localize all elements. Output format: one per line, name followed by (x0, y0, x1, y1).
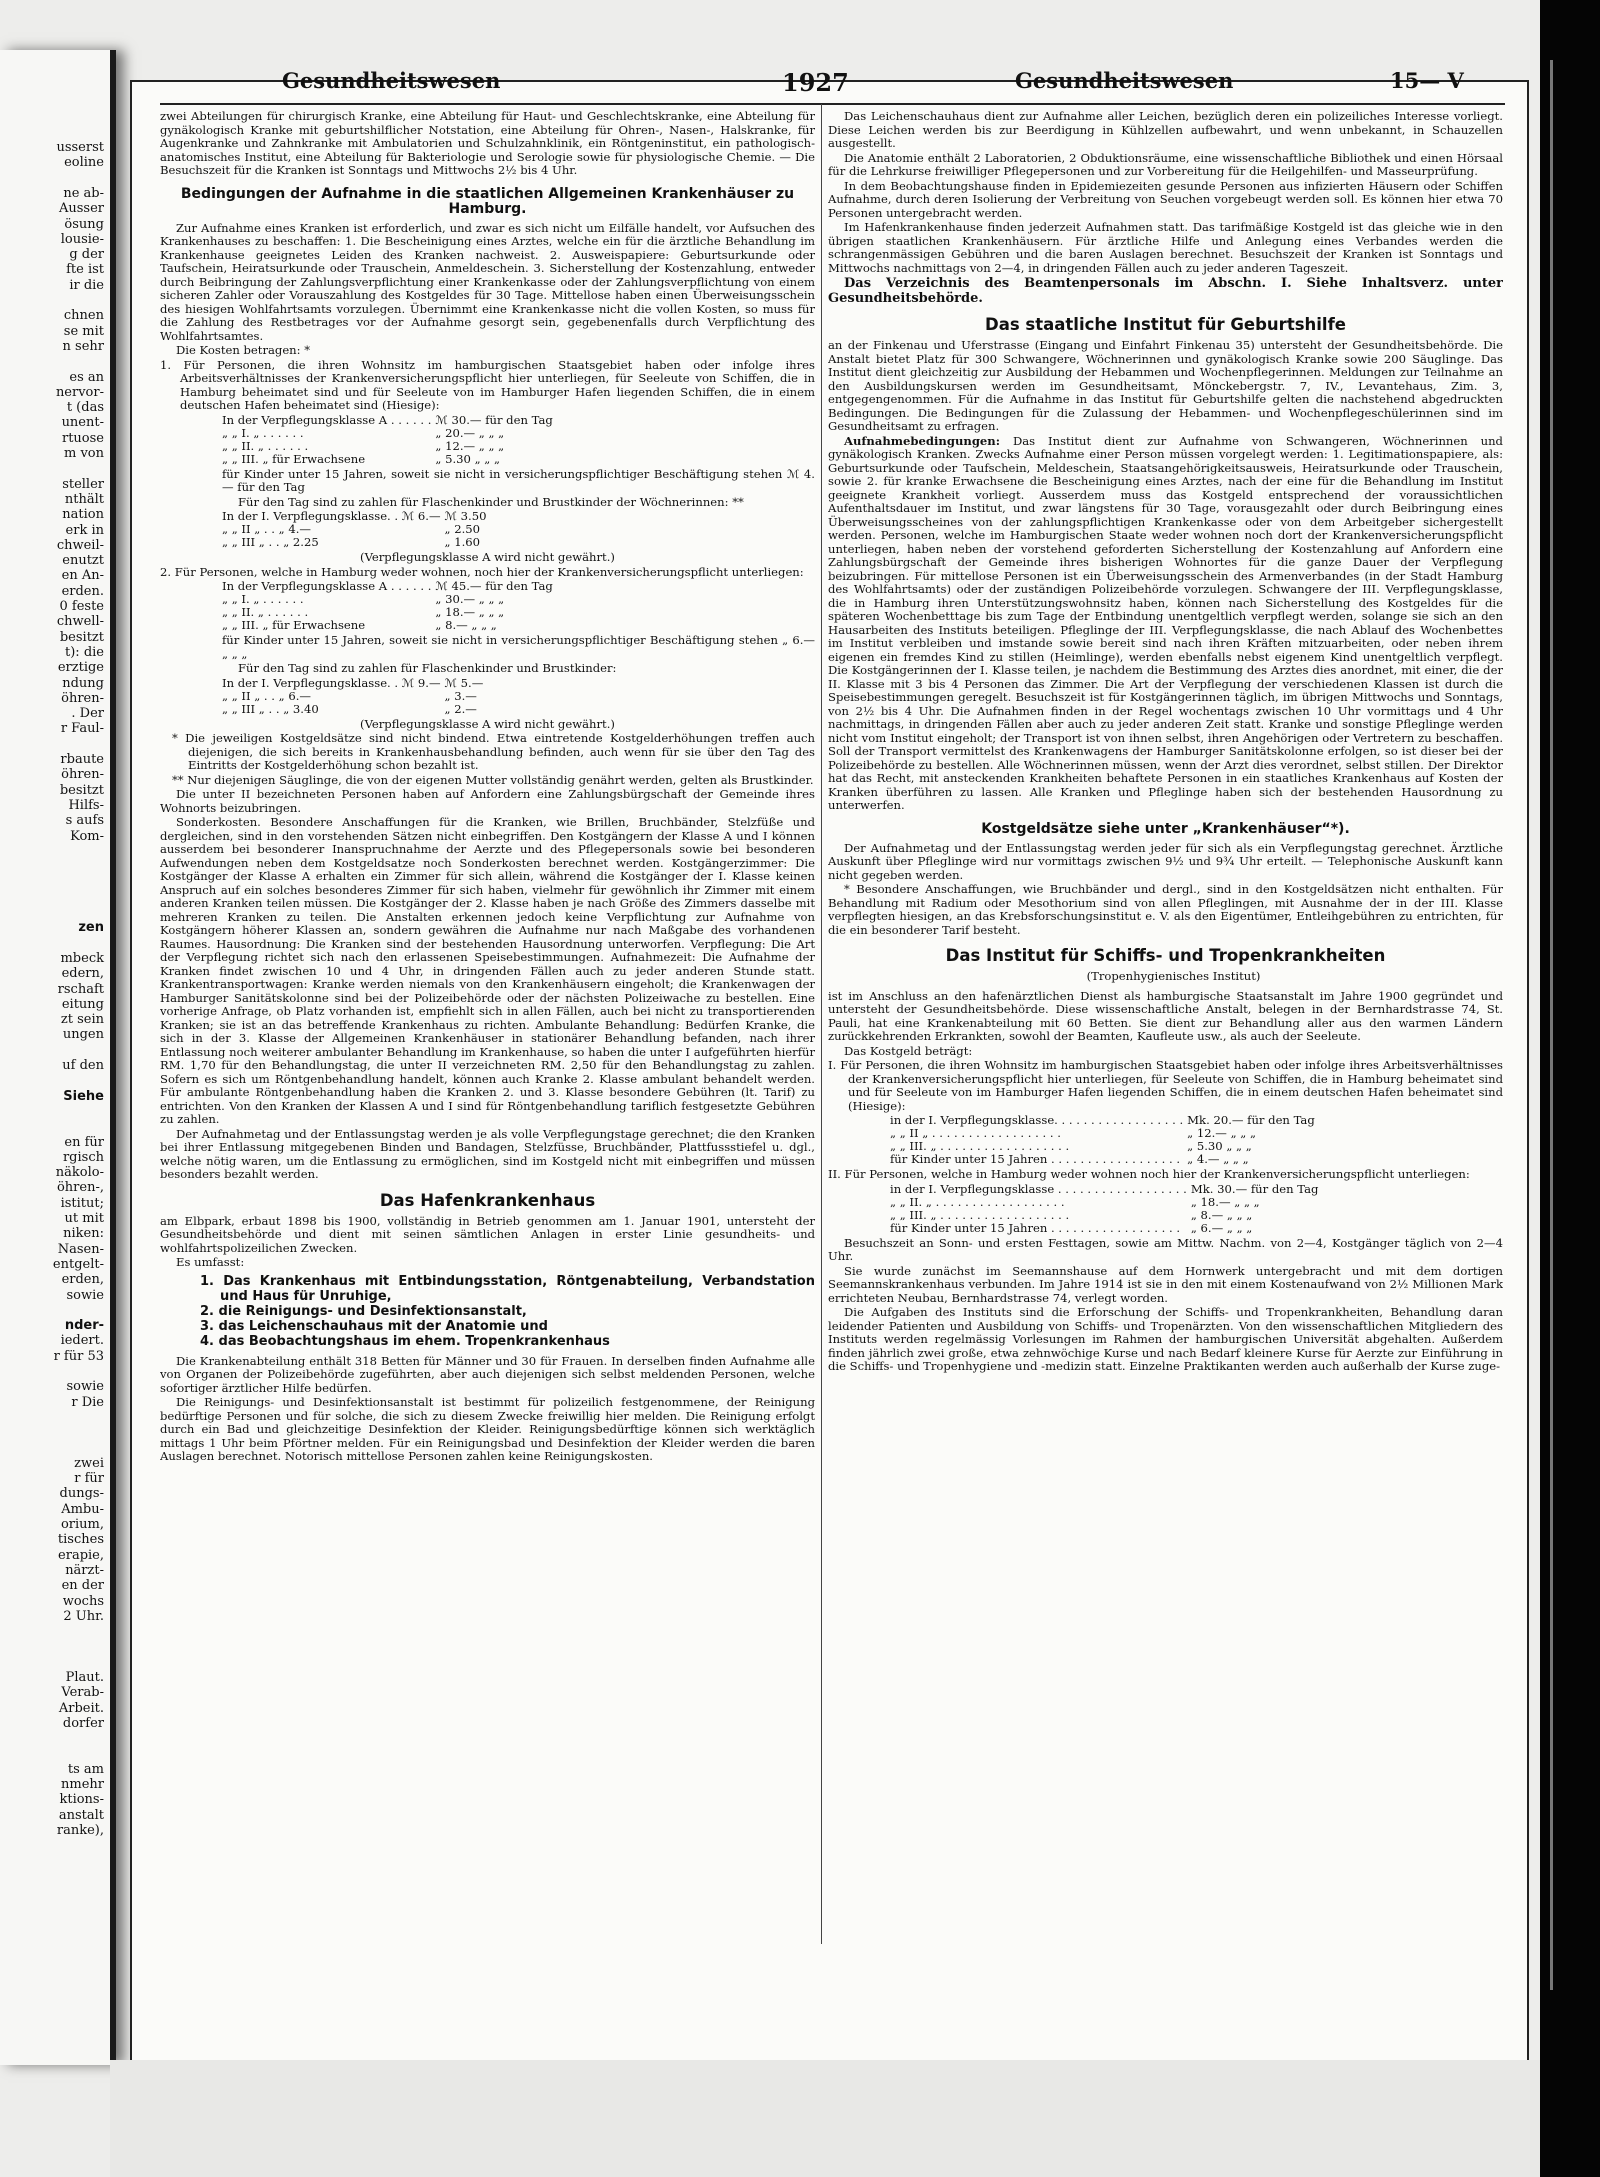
strip-fragment: ösung (64, 216, 104, 232)
strip-fragment: ndung (62, 675, 104, 691)
strip-fragment: zwei (74, 1455, 104, 1471)
strip-fragment: wochs (62, 1593, 104, 1609)
strip-fragment: se mit (63, 323, 104, 339)
strip-fragment: unent- (61, 415, 104, 431)
klasse-a-note-2: (Verpflegungsklasse A wird nicht gewährt.) (360, 716, 615, 731)
strip-fragment: erden, (61, 1272, 104, 1288)
strip-fragment: es an (69, 369, 104, 385)
strip-fragment: ktions- (59, 1792, 104, 1808)
strip-fragment: rgisch (62, 1149, 104, 1165)
rate-item-I: I. Für Personen, die ihren Wohnsitz im hamburgischen Staatsgebiet haben oder infolge ihres Arbeitsverhältnisses der Krankenversicherungspflicht hier unterliegen, für Seeleute von Schiffen, die in Hamburg beheimatet sind und für Seeleute von im Hamburger Hafen liegenden Schiffen, die in einem deutschen Hafen beheimatet sind (Hiesige): (828, 1058, 1503, 1113)
rate-class-cell: „ „ I. „ . . . . . . (222, 592, 304, 606)
rate-class-cell: „ „ III. „ . . . . . . . . . . . . . . . . . . (890, 1139, 1070, 1153)
strip-fragment: s aufs (65, 813, 104, 829)
margin-rule (1550, 60, 1553, 1990)
strip-fragment: zt sein (60, 1012, 104, 1028)
strip-fragment: zen (78, 920, 104, 936)
paragraph-beobachtungshaus: In dem Beobachtungshause finden in Epidemiezeiten gesunde Personen aus infizierten Häusern oder Schiffen Aufnahme, durch deren Isolierung der Verbreitung von Seuchen vorgebeugt werden soll. Es können hier etwa 70 Personen untergebracht werden. (828, 178, 1503, 220)
aufnahmebedingungen-text: Das Institut dient zur Aufnahme von Schwangeren, Wöchnerinnen und gynäkologisch Kranken. Zwecks Aufnahme einer Person müssen vorgelegt werden: 1. Legitimationspapiere, als: Geburtsurkunde oder Taufschein, Meldeschein, Staatsangehörigkeitsausweis, Heiratsurkunde oder Trauschein, sowie 2. für kranke Erwachsene die Bescheinigung eines Arztes, nach der eine für die Behandlung im Institut geeignete Krankheit vorliegt. Ausserdem muss das Kostgeld entsprechend der voraussichtlichen Aufenthaltsdauer im Institut, und zwar längstens für 30 Tage, vorausgezahlt oder durch Beibringung eines Überweisungsscheines von der zahlungspflichtigen Krankenkasse oder von dem Arbeitgeber sichergestellt werden. Personen, welche im Hamburgischen Staate weder wohnen noch dort der Krankenversicherungspflicht unterliegen, haben neben der vorstehend geforderten Sicherstellung der Kostenzahlung auf Anfordern eine Zahlungsbürgschaft der Gemeinde ihres bisherigen Wohnortes für die ganze Dauer der Verpflegung beizubringen. Für mittellose Personen ist ein Überweisungsschein des Armenverbandes (in der Stadt Hamburg des Wohlfahrtsamts) oder der zuständigen Polizeibehörde vorzulegen. Schwangere der III. Verpflegungsklasse, die in Hamburg ihren Unterstützungswohnsitz haben, können nach Sicherstellung des Kostgeldes für die späteren Wochenbetttage bis zum Tage der Entbindung unentgeltlich verpflegt werden, solange sie sich an den Hausarbeiten des Instituts beteiligen. Pfleglinge der III. Verpflegungsklasse, die nach Ablauf des Wochenbettes im Institut verbleiben und imstande sowie bereit sind nach ihren Kräften mitzuarbeiten, oder neben ihrem eigenen ein fremdes Kind zu stillen (Heimlinge), werden ebenfalls nebst eigenem Kind unentgeltlich verpflegt. Die Kostgängerinnen der I. Klasse teilen, je nachdem die Bestimmung des Arztes dies anordnet, mit einer, die der II. Klasse mit 3 bis 4 Personen das Zimmer. Die Art der Verpflegung der verschiedenen Klassen ist durch die Speisebestimmungen geregelt. Besuchszeit ist für Kostgängerinnen täglich, im übrigen Mittwochs und Sonntags, von 2½ bis 4 Uhr. Die Aufnahmen finden in der Regel wochentags zwischen 10 Uhr vormittags und 4 Uhr nachmittags, in dringenden Fällen aber auch zu jeder anderen Zeit statt. Kranke und sonstige Pfleglinge werden nicht vom Institut eingeholt; der Transport ist von ihnen selbst, ihren Angehörigen oder Vertretern zu beschaffen. Soll der Transport vermittelst des Krankenwagens der Hamburger Sanitätskolonne erfolgen, so ist dieser bei der Polizeibehörde zu bestellen. Alle Wöchnerinnen müssen, wenn der Arzt dies verordnet, selbst stillen. Der Direktor hat das Recht, mit ansteckenden Krankheiten behaftete Personen in ein staatliches Krankenhaus auf Kosten der Kranken überführen zu lassen. Alle Kranken und Pfleglinge haben sich der bestehenden Hausordnung zu unterwerfen. (828, 433, 1503, 812)
rate-amount-cell: „ 8.— „ „ „ (435, 618, 497, 632)
strip-fragment: öhren- (61, 690, 104, 706)
strip-fragment: Nasen- (57, 1241, 104, 1257)
paragraph-tropen: ist im Anschluss an den hafenärztlichen Dienst als hamburgische Staatsanstalt im Jahre 1900 gegründet und untersteht der Gesundheitsbehörde. Diese wissenschaftliche Anstalt, belegen in der Bernhardstrasse 74, St. Pauli, hat eine Krankenabteilung mit 60 Betten. Sie dient zur Behandlung aller aus den warmen Ländern zurückkehrenden Erkrankten, sowohl der Beamten, Kaufleute usw., als auch der Seeleute. (828, 988, 1503, 1043)
running-head-year: 1927 (782, 68, 849, 97)
rate-class-cell: In der Verpflegungsklasse A . . . . . . (222, 579, 432, 593)
rate-amount-cell: ℳ 3.50 (444, 509, 487, 523)
strip-fragment: öhren-, (56, 1180, 104, 1196)
strip-fragment: Kom- (70, 828, 104, 844)
strip-fragment: r Faul- (60, 721, 104, 737)
strip-fragment: ne ab- (63, 185, 104, 201)
rate-row (890, 1222, 1322, 1235)
strip-fragment: ts am (67, 1761, 104, 1777)
strip-fragment: rschaft (57, 981, 104, 997)
strip-fragment: iedert. (60, 1333, 104, 1349)
strip-fragment: chweil- (56, 537, 104, 553)
strip-fragment: t (das (66, 400, 104, 416)
paragraph-anatomie: Die Anatomie enthält 2 Laboratorien, 2 Obduktionsräume, eine wissenschaftliche Bibliothek und einen Hörsaal für die Lehrkurse freiwilliger Pflegepersonen und zur Vorbereitung für die Heilgehilfen- und Masseurprüfung. (828, 150, 1503, 178)
rate-class-cell: „ „ III „ . . „ 2.25 (222, 535, 319, 549)
rate-row (222, 690, 487, 703)
rate-class-cell: „ „ II „ . . . . . . . . . . . . . . . . . . (890, 1126, 1061, 1140)
paragraph-aufgaben: Die Aufgaben des Instituts sind die Erforschung der Schiffs- und Tropenkrankheiten, Behandlung daran leidender Patienten und Ausbildung von Schiffs- und Tropenärzten. Von den wissenschaftlichen Mitgliedern des Instituts werden regelmässig Vorlesungen im Rahmen der hamburgischen Universität abgehalten. Außerdem finden jährlich zwei große, etwa zehnwöchige Kurse und nach Bedarf kleinere Kurse für Aerzte zur Einführung in die Schiffs- und Tropenhygiene und -medizin statt. Einzelne Praktikanten werden auch außerhalb der Kurse zuge- (828, 1305, 1503, 1373)
strip-fragment: Ausser (58, 201, 104, 217)
strip-fragment: Plaut. (65, 1670, 104, 1685)
strip-fragment: Verab- (61, 1685, 104, 1701)
subheading-tropen: (Tropenhygienisches Institut) (1086, 969, 1261, 983)
list-item: 4. das Beobachtungshaus im ehem. Tropenkrankenhaus (200, 1333, 610, 1349)
rate-amount-cell: „ 5.30 „ „ „ (1187, 1139, 1252, 1153)
rate-amount-cell: „ 12.— „ „ „ (1187, 1126, 1256, 1140)
column-divider (821, 104, 822, 1944)
kosten-label: Die Kosten betragen: * (176, 343, 311, 357)
paragraph-besuchszeit: Besuchszeit an Sonn- und ersten Festtagen, sowie am Mittw. Nachm. von 2—4, Kostgänger täglich von 2—4 Uhr. (828, 1235, 1503, 1263)
strip-fragment: öhren- (61, 767, 104, 783)
rate-amount-cell: „ 12.— „ „ „ (435, 438, 505, 453)
strip-fragment: sowie (66, 1287, 104, 1303)
strip-fragment: anstalt (58, 1807, 104, 1823)
strip-fragment: g der (69, 247, 104, 263)
dark-margin (1540, 0, 1600, 2177)
strip-fragment: lousie- (60, 231, 104, 247)
adjacent-page-strip (0, 50, 116, 2065)
paragraph-hafen: am Elbpark, erbaut 1898 bis 1900, vollständig in Betrieb genommen am 1. Januar 1901, untersteht der Gesundheitsbehörde und dient mit seinen sämtlichen Anlagen in erster Linie gesundheits- und wohlfahrtspolizeilichen Zwecken. (160, 1213, 815, 1255)
running-head-left: Gesundheitswesen (282, 68, 501, 93)
strip-fragment: rtuose (61, 430, 104, 446)
heading-tropenkrankheiten: Das Institut für Schiffs- und Tropenkrankheiten (945, 946, 1386, 965)
rate-row (890, 1209, 1322, 1222)
paragraph-leichenschauhaus: Das Leichenschauhaus dient zur Aufnahme aller Leichen, bezüglich deren ein polizeiliches Interesse vorliegt. Diese Leichen werden bis zur Beerdigung in Kühlzellen aufbewahrt, und wenn unbekannt, in Schauzellen ausgestellt. (828, 110, 1503, 150)
rate-class-cell: „ „ II. „ . . . . . . (222, 438, 309, 453)
aufnahmebedingungen-label: Aufnahmebedingungen: (844, 433, 1001, 448)
paragraph-bezeichneten: Die unter II bezeichneten Personen haben auf Anfordern eine Zahlungsbürgschaft der Gemeinde ihres Wohnorts beizubringen. (160, 787, 815, 815)
strip-fragment: ut mit (64, 1211, 104, 1226)
rate-class-cell: für Kinder unter 15 Jahren . . . . . . . . . . . . . . . . . . (890, 1152, 1181, 1166)
list-item: 1. Das Krankenhaus mit Entbindungsstation, Röntgenabteilung, Verbandstation und Haus für Unruhige, (200, 1273, 815, 1304)
rate-class-cell: für Kinder unter 15 Jahren . . . . . . . . . . . . . . . . . . (890, 1220, 1181, 1235)
strip-fragment: 2 Uhr. (63, 1608, 104, 1624)
rate-table-I (890, 1114, 1319, 1166)
rate-class-cell: „ „ II. „ . . . . . . (222, 605, 309, 619)
strip-fragment: nder- (64, 1318, 104, 1334)
paragraph-aufnahmetag-2: Der Aufnahmetag und der Entlassungstag werden jeder für sich als ein Verpflegungstag gerechnet. Ärztliche Auskunft über Pfleglinge wird nur vormittags zwischen 9½ und 9¾ Uhr erteilt. — Telephonische Auskunft kann nicht gegeben werden. (828, 840, 1503, 882)
paragraph-geburtshilfe: an der Finkenau und Uferstrasse (Eingang und Einfahrt Finkenau 35) untersteht der Gesundheitsbehörde. Die Anstalt bietet Platz für 300 Schwangere, Wöchnerinnen und gynäkologisch Kranke sowie 200 Säuglinge. Das Institut dient gleichzeitig zur Ausbildung der Hebammen und Wochenpflegerinnen. Meldungen zur Teilnahme an den Ausbildungskursen werden im Gesundheitsamt, Mönckebergstr. 7, IV., Levantehaus, Zim. 3, entgegengenommen. Für die Aufnahme in das Institut für Geburtshilfe gelten die nachstehend abgedruckten Bedingungen. Die Bedingungen für die Zulassung der Hebammen- und Wochenpflegeschülerinnen sind im Gesundheitsamt zu erfragen. (828, 338, 1503, 433)
rate-row (890, 1196, 1322, 1209)
strip-fragment: rbaute (60, 752, 104, 767)
strip-fragment: entgelt- (52, 1256, 104, 1272)
rate-amount-cell: „ 3.— (444, 688, 477, 703)
strip-fragment: . Der (71, 706, 104, 722)
strip-fragment: enutzt (62, 553, 104, 569)
bottom-margin (110, 2060, 1540, 2177)
rate-class-cell: In der I. Verpflegungsklasse. . ℳ 6.— (222, 509, 441, 523)
strip-fragment: sowie (66, 1379, 104, 1395)
strip-fragment: Hilfs- (68, 797, 104, 813)
rate-amount-cell: „ 18.— „ „ „ (435, 605, 505, 619)
rate-class-cell: in der I. Verpflegungsklasse . . . . . . . . . . . . . . . . . . (890, 1181, 1187, 1196)
strip-fragment: steller (62, 476, 104, 492)
rate-amount-cell: „ 20.— „ „ „ (435, 425, 505, 440)
strip-fragment: dorfer (62, 1715, 104, 1731)
rate-class-cell: In der Verpflegungsklasse A . . . . . . (222, 412, 432, 427)
strip-fragment: dungs- (59, 1486, 104, 1502)
rate-amount-cell: ℳ 30.— für den Tag (435, 412, 553, 427)
rate-table-2 (222, 580, 557, 632)
rate-amount-cell: „ 2.50 (444, 522, 481, 536)
paragraph-besondere: * Besondere Anschaffungen, wie Bruchbänder und dergl., sind in den Kostgeldsätzen nicht enthalten. Für Behandlung mit Radium oder Mesothorium sind von allen Pfleglingen, mit Ausnahme der in der III. Klasse verpflegten hiesigen, an das Krebsforschungsinstitut e. V. als den Eigentümer, Entleihgebühren zu entrichten, für die ein besonderer Tarif besteht. (828, 882, 1503, 937)
strip-fragment: niken: (63, 1226, 104, 1242)
verzeichnis-note: Das Verzeichnis des Beamtenpersonals im Abschn. I. Siehe Inhaltsverz. unter Gesundheitsbehörde. (828, 276, 1503, 306)
strip-fragment: fte ist (66, 262, 104, 278)
rate-amount-cell: ℳ 45.— für den Tag (435, 579, 553, 593)
rate-table-II (890, 1183, 1322, 1235)
strip-fragment: en An- (61, 568, 104, 584)
strip-fragment: 0 feste (59, 599, 104, 614)
rate-item-2: 2. Für Personen, welche in Hamburg weder wohnen, noch hier der Krankenversicherungspflicht unterliegen: (160, 564, 804, 579)
rate-class-cell: in der I. Verpflegungsklasse. . . . . . . . . . . . . . . . . . (890, 1113, 1184, 1127)
rate-row (222, 440, 557, 453)
rate-amount-cell: „ 2.— (444, 701, 477, 716)
rate-row (890, 1183, 1322, 1196)
paragraph-aufnahme: Zur Aufnahme eines Kranken ist erforderlich, und zwar es sich nicht um Eilfälle handelt, vor Aufsuchen des Krankenhauses zu beschaffen: 1. Die Bescheinigung eines Arztes, welche ein für die ärztliche Behandlung im Krankenhause geeignetes Leiden des Kranken nachweist. 2. Ausweispapiere: Geburtsurkunde oder Taufschein, Heiratsurkunde oder Trauschein, Anmeldeschein. 3. Sicherstellung der Kostenzahlung, entweder durch Beibringung der Zahlungsverpflichtung einer Krankenkasse oder der Zahlungsverpflichtung von einem sicheren Zahler oder Vorauszahlung des Kostgeldes für 30 Tage. Mittellose haben einen Überweisungsschein des hiesigen Wohlfahrtsamts vorzulegen. Übernimmt eine Krankenkasse nicht die vollen Kosten, so muss für die Zahlung des Restbetrages vor der Aufnahme gesorgt sein, gegebenenfalls durch Verpflichtung des Wohlfahrtsamtes. (160, 220, 815, 343)
footnote-2: ** Nur diejenigen Säuglinge, die von der eigenen Mutter vollständig genährt werden, gelten als Brustkinder. (172, 772, 814, 787)
list-item: 2. die Reinigungs- und Desinfektionsanstalt, (200, 1303, 527, 1319)
running-head-right: Gesundheitswesen (1015, 68, 1234, 93)
strip-fragment: eitung (61, 996, 104, 1012)
rate-row (222, 427, 557, 440)
strip-fragment: erapie, (58, 1547, 104, 1563)
strip-fragment: nthält (64, 491, 104, 507)
rate-amount-cell: „ 4.— „ „ „ (1187, 1152, 1249, 1166)
left-column (160, 110, 815, 1950)
rate-amount-cell: „ 30.— „ „ „ (435, 592, 505, 606)
rate-class-cell: „ „ III. „ für Erwachsene (222, 451, 366, 466)
strip-fragment: erden. (61, 583, 104, 599)
strip-fragment: närzt- (65, 1562, 104, 1578)
rate-amount-cell: Mk. 30.— für den Tag (1190, 1181, 1319, 1196)
strip-fragment: Arbeit. (58, 1700, 104, 1716)
rate-class-cell: „ „ II „ . . „ 4.— (222, 522, 312, 536)
strip-fragment: edern, (61, 966, 104, 982)
kostgeld-label: Das Kostgeld beträgt: (844, 1043, 973, 1058)
rate-item-II: II. Für Personen, welche in Hamburg weder wohnen noch hier der Krankenversicherungspflicht unterliegen: (828, 1167, 1470, 1181)
strip-fragment: en der (61, 1578, 104, 1594)
strip-fragment: r für (74, 1471, 104, 1487)
strip-fragment: nervor- (55, 384, 104, 400)
paragraph-aufnahmetag: Der Aufnahmetag und der Entlassungstag werden je als volle Verpflegungstage gerechnet; die den Kranken bei ihrer Entlassung mitgegebenen Binden und Bandagen, Stelzfüsse, Bruchbänder, Plattfussstiefel u. dgl., welche nötig waren, um die Entlassung zu ermöglichen, sind im Kostgeld nicht mit einbegriffen und müssen besonders bezahlt werden. (160, 1126, 815, 1181)
strip-fragment: mbeck (60, 950, 104, 966)
strip-fragment: istitut; (60, 1195, 104, 1211)
rate-row (222, 536, 490, 549)
rate-amount-cell: „ 18.— „ „ „ (1190, 1194, 1260, 1209)
rate-class-cell: „ „ I. „ . . . . . . (222, 425, 304, 440)
rate-row (222, 619, 557, 632)
strip-fragment: tisches (57, 1532, 104, 1548)
rate-row (222, 414, 557, 427)
rate-class-cell: In der I. Verpflegungsklasse. . ℳ 9.— (222, 675, 441, 690)
rate-class-cell: „ „ III. „ für Erwachsene (222, 618, 366, 632)
strip-fragment: besitzt (59, 782, 104, 798)
rate-row (890, 1153, 1319, 1166)
heading-kostgeldsaetze: Kostgeldsätze siehe unter „Krankenhäuser“*). (981, 820, 1350, 837)
rate-amount-cell: Mk. 20.— für den Tag (1187, 1113, 1315, 1127)
paragraph-sonderkosten: Sonderkosten. Besondere Anschaffungen für die Kranken, wie Brillen, Bruchbänder, Stelzfüße und dergleichen, sind in den vorstehenden Sätzen nicht einbegriffen. Den Kostgängern der Klasse A und I können ausserdem bei besonderer Inanspruchnahme der Aerzte und des Pflegepersonals sowie bei besonderen Aufwendungen neben dem Kostgeldsatze noch Sonderkosten berechnet werden. Kostgängerzimmer: Die Kostgänger der Klasse A erhalten ein Zimmer für sich allein, während die Kostgänger der I. Klasse keinen Anspruch auf ein solches besonderes Zimmer für sich haben, vielmehr für gewöhnlich ihr Zimmer mit einem anderen Kranken teilen müssen. Die Kostgänger der 2. Klasse haben je nach Größe des Zimmers dasselbe mit mehreren Kranken zu teilen. Die Anstalten erkennen jedoch keine Verpflichtung zur Aufnahme von Kostgängern höherer Klassen an, sondern gewähren die Aufnahme nur nach Maßgabe des vorhandenen Raumes. Hausordnung: Die Kranken sind der bestehenden Hausordnung unterworfen. Verpflegung: Die Art der Verpflegung richtet sich nach den erlassenen Speisebestimmungen. Aufnahmezeit: Die Aufnahme der Kranken findet zwischen 10 und 4 Uhr, in dringenden Fällen auch zu jeder anderen Stunde statt. Krankentransportwagen: Kranke werden niemals von den Krankenhäusern eingeholt; die Krankenwagen der Hamburger Sanitätskolonne sind bei der Polizeibehörde oder der nächsten Polizeiwache zu bestellen. Eine vorherige Anfrage, ob Platz vorhanden ist, empfiehlt sich in allen Fällen, auch bei nicht zu transportierenden Kranken; sie ist an das betreffende Krankenhaus zu richten. Ambulante Behandlung: Bedürfen Kranke, die sich in der 3. Klasse der Allgemeinen Krankenhäuser in stationärer Behandlung befanden, nach ihrer Entlassung noch weiterer ambulanter Behandlung im Krankenhause, so haben die unter I aufgeführten hierfür RM. 1,70 für den Behandlungstag, die unter II verzeichneten RM. 2,50 für den Behandlungstag zu zahlen. Sofern es sich um Röntgenbehandlung handelt, können auch Kranke 2. Klasse ambulant behandelt werden. Für ambulante Röntgenbehandlung haben die Kranken 2. und 3. Klasse besondere Gebühren (lt. Tarif) zu entrichten. Von den Kranken der Klassen A und I sind für Röntgenbehandlung tariflich festgesetzte Gebühren zu zahlen. (160, 815, 815, 1126)
rate-amount-cell: ℳ 5.— (444, 675, 484, 690)
header-rule (160, 103, 1505, 105)
rate-item-1: 1. Für Personen, die ihren Wohnsitz im hamburgischen Staatsgebiet haben oder infolge ihres Arbeitsverhältnisses der Krankenversicherungspflicht hier unterliegen, für Seeleute von Schiffen, die in Hamburg beheimatet sind und für Seeleute von im Hamburger Hafen liegenden Schiffen, die in einem deutschen Hafen beheimatet sind (Hiesige): (160, 357, 815, 412)
rate-row (222, 453, 557, 466)
rate-table-1 (222, 414, 557, 466)
rate-amount-cell: „ 5.30 „ „ „ (435, 451, 500, 466)
intro-paragraph: zwei Abteilungen für chirurgisch Kranke, eine Abteilung für Haut- und Geschlechtskranke, eine Abteilung für gynäkologisch Kranke mit geburtshilflicher Notstation, eine Abteilung für Ohren-, Nasen-, Halskranke, für Augenkranke und Zahnkranke mit Ambulatorien und Schulzahnklinik, ein Röntgeninstitut, ein pathologisch-anatomisches Institut, eine Abteilung für Bakteriologie und Serologie sowie für physiologische Chemie. — Die Besuchszeit für die Kranken ist Sonntags und Mittwochs 2½ bis 4 Uhr. (160, 110, 815, 177)
page-number: 15— V (1390, 68, 1464, 93)
strip-fragment: r für 53 (53, 1348, 104, 1364)
strip-fragment: chnen (63, 308, 104, 324)
es-umfasst: Es umfasst: (176, 1255, 245, 1269)
footnote-1: * Die jeweiligen Kostgeldsätze sind nicht bindend. Etwa eintretende Kostgelderhöhungen treffen auch diejenigen, die sich bereits in Krankenhausbehandlung befinden, auch wenn für sie über den Tag des Eintritts der Kostgelderhöhung schon bezahlt ist. (172, 731, 815, 772)
strip-fragment: nation (62, 507, 104, 523)
strip-fragment: chwell- (56, 614, 104, 630)
flasche-note-1: Für den Tag sind zu zahlen für Flaschenkinder und Brustkinder der Wöchnerinnen: ** (238, 494, 744, 509)
list-item: 3. das Leichenschauhaus mit der Anatomie und (200, 1318, 548, 1334)
rate-class-cell: „ „ II. „ . . . . . . . . . . . . . . . . . . (890, 1194, 1065, 1209)
strip-fragment: besitzt (59, 629, 104, 645)
strip-fragment: eoline (64, 155, 104, 171)
strip-fragment: erztige (57, 660, 104, 676)
strip-fragment: ranke), (56, 1823, 104, 1838)
heading-geburtshilfe: Das staatliche Institut für Geburtshilfe (985, 315, 1346, 334)
rate-amount-cell: „ 8.— „ „ „ (1190, 1207, 1253, 1222)
strip-fragment: en für (64, 1134, 104, 1150)
heading-hafenkrankenhaus: Das Hafenkrankenhaus (379, 1190, 596, 1210)
strip-fragment: r Die (71, 1394, 104, 1410)
strip-fragment: erk in (65, 522, 104, 538)
strip-fragment: nmehr (61, 1777, 104, 1793)
rate-amount-cell: „ 1.60 (444, 535, 481, 549)
strip-fragment: t): die (65, 644, 104, 660)
strip-fragment: Siehe (63, 1088, 104, 1104)
heading-bedingungen: Bedingungen der Aufnahme in die staatlichen Allgemeinen Krankenhäuser zu Hamburg. (180, 185, 795, 217)
kinder-note-2: für Kinder unter 15 Jahren, soweit sie nicht in versicherungspflichtiger Beschäftigung stehen „ 6.— „ „ „ (222, 633, 815, 661)
rate-class-cell: „ „ II „ . . „ 6.— (222, 688, 312, 703)
strip-fragment: orium, (60, 1517, 104, 1532)
rate-class-cell: „ „ III „ . . „ 3.40 (222, 701, 319, 716)
rate-row (222, 703, 487, 716)
rate-table-1b (222, 510, 490, 549)
strip-fragment: ungen (62, 1027, 104, 1043)
kinder-note-1: für Kinder unter 15 Jahren, soweit sie nicht in versicherungspflichtiger Beschäftigung stehen ℳ 4.— für den Tag (222, 466, 815, 494)
paragraph-reinigung: Die Reinigungs- und Desinfektionsanstalt ist bestimmt für polizeilich festgenommene, der Reinigung bedürftige Personen und für solche, die sich zu diesem Zwecke freiwillig hier melden. Die Reinigung erfolgt durch ein Bad und gleichzeitige Desinfektion der Kleider. Reinigungsbedürftige können sich werktäglich mittags 1 Uhr beim Pförtner melden. Für ein Reinigungsbad und Desinfektion der Kleider werden die baren Auslagen berechnet. Notorisch mittellose Personen zahlen keine Reinigungskosten. (160, 1395, 815, 1463)
rate-class-cell: „ „ III. „ . . . . . . . . . . . . . . . . . . (890, 1207, 1070, 1222)
strip-fragment: uf den (62, 1058, 104, 1073)
klasse-a-note-1: (Verpflegungsklasse A wird nicht gewährt.) (360, 550, 615, 564)
flasche-note-2: Für den Tag sind zu zahlen für Flaschenkinder und Brustkinder: (238, 661, 617, 675)
strip-fragment: näkolo- (55, 1165, 104, 1181)
rate-table-2b (222, 677, 487, 716)
paragraph-krankenabteilung: Die Krankenabteilung enthält 318 Betten für Männer und 30 für Frauen. In derselben finden Aufnahme alle von Organen der Polizeibehörde zugeführten, aber auch diejenigen sich selbst meldenden Personen, welche sofortiger ärztlicher Hilfe bedürfen. (160, 1353, 815, 1395)
paragraph-hafenkrankenhaus: Im Hafenkrankenhause finden jederzeit Aufnahmen statt. Das tarifmäßige Kostgeld ist das gleiche wie in den übrigen staatlichen Krankenhäusern. Für ärztliche Hilfe und Anlegung eines Verbandes werden die schrangenmässigen Gebühren und die baren Auslagen berechnet. Besuchszeit der Kranken ist Sonntags und Mittwochs nachmittags von 2—4, in dringenden Fällen auch zu jeder anderen Tageszeit. (828, 220, 1503, 275)
strip-fragment: m von (63, 446, 104, 461)
facility-list (200, 1274, 815, 1349)
rate-amount-cell: „ 6.— „ „ „ (1190, 1220, 1253, 1235)
strip-fragment: Ambu- (61, 1501, 104, 1517)
strip-fragment: n sehr (62, 338, 104, 354)
right-column (828, 110, 1503, 1950)
rate-row (222, 677, 487, 690)
paragraph-seemannshaus: Sie wurde zunächst im Seemannshause auf dem Hornwerk untergebracht und mit dem dortigen Seemannskrankenhaus verbunden. Im Jahre 1914 ist sie in den mit einem Kostenaufwand von 2½ Millionen Mark errichteten Neubau, Bernhardstrasse 74, verlegt worden. (828, 1263, 1503, 1305)
strip-fragment: ir die (69, 277, 104, 293)
strip-fragment: usserst (56, 140, 104, 155)
